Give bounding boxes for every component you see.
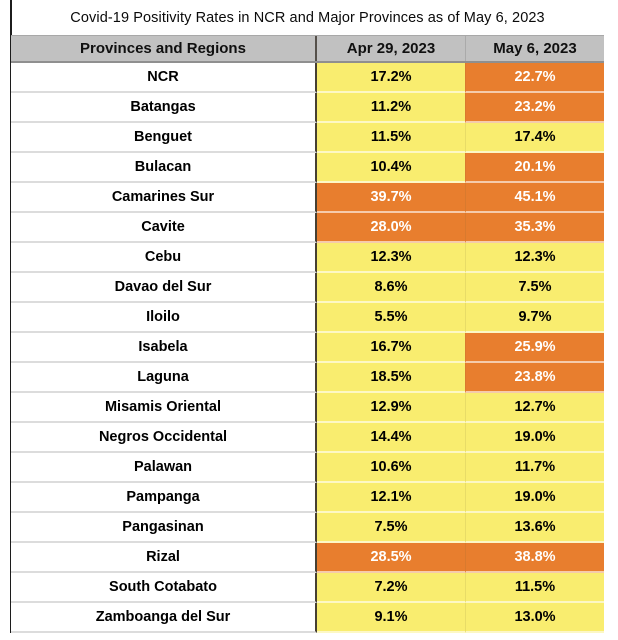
table-row [11, 243, 604, 273]
apr29-value-cell: 10.6% [317, 453, 465, 483]
province-name-cell: Palawan [11, 453, 317, 483]
table-row [11, 303, 604, 333]
table-row [11, 483, 604, 513]
may6-value-cell: 45.1% [465, 183, 604, 213]
apr29-value-cell: 14.4% [317, 423, 465, 453]
province-name-cell: Cavite [11, 213, 317, 243]
apr29-value-cell: 12.1% [317, 483, 465, 513]
may6-value-cell: 23.2% [465, 93, 604, 123]
table-body [11, 63, 604, 633]
province-name-cell: Laguna [11, 363, 317, 393]
province-name-cell: Benguet [11, 123, 317, 153]
chart-title: Covid-19 Positivity Rates in NCR and Major Provinces as of May 6, 2023 [70, 9, 545, 26]
table-row [11, 93, 604, 123]
table-row [11, 333, 604, 363]
province-name-cell: Pangasinan [11, 513, 317, 543]
may6-value-cell: 19.0% [465, 423, 604, 453]
province-name-cell: Isabela [11, 333, 317, 363]
column-header-may6: May 6, 2023 [465, 36, 604, 61]
positivity-table [11, 35, 604, 633]
apr29-value-cell: 12.9% [317, 393, 465, 423]
province-name-cell: Batangas [11, 93, 317, 123]
apr29-value-cell: 7.2% [317, 573, 465, 603]
table-row [11, 543, 604, 573]
may6-value-cell: 25.9% [465, 333, 604, 363]
may6-value-cell: 35.3% [465, 213, 604, 243]
table-row [11, 63, 604, 93]
may6-value-cell: 17.4% [465, 123, 604, 153]
province-name-cell: NCR [11, 63, 317, 93]
table-row [11, 513, 604, 543]
table-header-row [11, 35, 604, 63]
table-row [11, 213, 604, 243]
table-row [11, 363, 604, 393]
may6-value-cell: 38.8% [465, 543, 604, 573]
province-name-cell: Zamboanga del Sur [11, 603, 317, 633]
apr29-value-cell: 7.5% [317, 513, 465, 543]
table-row [11, 273, 604, 303]
apr29-value-cell: 10.4% [317, 153, 465, 183]
apr29-value-cell: 28.0% [317, 213, 465, 243]
province-name-cell: Pampanga [11, 483, 317, 513]
may6-value-cell: 13.0% [465, 603, 604, 633]
may6-value-cell: 7.5% [465, 273, 604, 303]
province-name-cell: Iloilo [11, 303, 317, 333]
table-row [11, 573, 604, 603]
table-row [11, 453, 604, 483]
province-name-cell: Misamis Oriental [11, 393, 317, 423]
province-name-cell: Camarines Sur [11, 183, 317, 213]
may6-value-cell: 12.7% [465, 393, 604, 423]
apr29-value-cell: 9.1% [317, 603, 465, 633]
table-row [11, 603, 604, 633]
apr29-value-cell: 11.2% [317, 93, 465, 123]
apr29-value-cell: 17.2% [317, 63, 465, 93]
column-header-provinces: Provinces and Regions [11, 36, 317, 61]
table-row [11, 423, 604, 453]
apr29-value-cell: 39.7% [317, 183, 465, 213]
table-row [11, 393, 604, 423]
province-name-cell: Davao del Sur [11, 273, 317, 303]
may6-value-cell: 12.3% [465, 243, 604, 273]
may6-value-cell: 19.0% [465, 483, 604, 513]
apr29-value-cell: 8.6% [317, 273, 465, 303]
apr29-value-cell: 18.5% [317, 363, 465, 393]
may6-value-cell: 22.7% [465, 63, 604, 93]
apr29-value-cell: 5.5% [317, 303, 465, 333]
apr29-value-cell: 11.5% [317, 123, 465, 153]
may6-value-cell: 13.6% [465, 513, 604, 543]
province-name-cell: Cebu [11, 243, 317, 273]
column-header-apr29: Apr 29, 2023 [346, 40, 436, 57]
province-name-cell: South Cotabato [11, 573, 317, 603]
may6-value-cell: 9.7% [465, 303, 604, 333]
province-name-cell: Bulacan [11, 153, 317, 183]
may6-value-cell: 11.5% [465, 573, 604, 603]
may6-value-cell: 20.1% [465, 153, 604, 183]
table-row [11, 123, 604, 153]
province-name-cell: Negros Occidental [11, 423, 317, 453]
apr29-value-cell: 28.5% [317, 543, 465, 573]
table-row [11, 183, 604, 213]
province-name-cell: Rizal [11, 543, 317, 573]
apr29-value-cell: 12.3% [317, 243, 465, 273]
may6-value-cell: 23.8% [465, 363, 604, 393]
table-row [11, 153, 604, 183]
may6-value-cell: 11.7% [465, 453, 604, 483]
apr29-value-cell: 16.7% [317, 333, 465, 363]
